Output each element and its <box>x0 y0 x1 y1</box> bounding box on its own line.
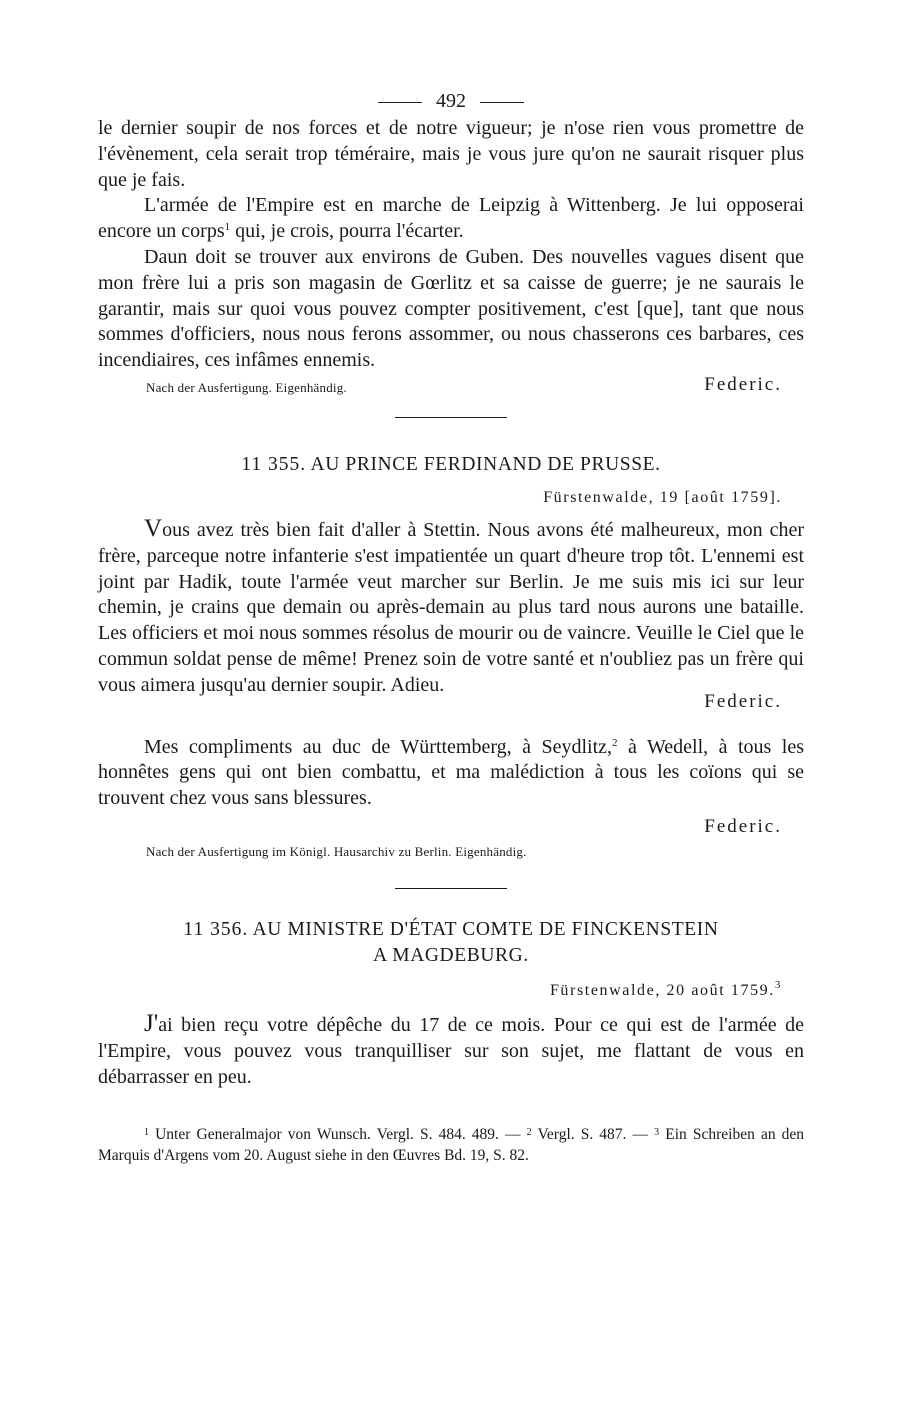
letter-11355-postscript-text-a: Mes compliments au duc de Württemberg, à Seydlitz, <box>144 735 613 758</box>
letter-11356-place-date-text: Fürstenwalde, 20 août 1759. <box>549 981 775 999</box>
letter-11355-heading <box>98 452 804 478</box>
footnote-2-mark: 2 <box>526 1127 532 1139</box>
letter-11355-closing-1 <box>98 690 804 727</box>
letter-11355-number: 11 355. <box>241 453 307 475</box>
footnote-1-mark: 1 <box>144 1127 149 1139</box>
document-page <box>98 86 804 1166</box>
intro-paragraph-2 <box>98 193 804 245</box>
letter-11356-title-line-1: AU MINISTRE D'ÉTAT COMTE DE FINCKENSTEIN <box>252 918 719 940</box>
footnote-3-text: Ein Schreiben an den Marquis d'Argens vom 20. August siehe in den Œuvres Bd. 19, S. 82. <box>98 1126 805 1165</box>
footnote-1-text: Unter Generalmajor von Wunsch. Vergl. S. 484. 489. — <box>155 1126 521 1144</box>
letter-11355-signature-1: Federic. <box>704 690 782 712</box>
intro-paragraph-2-text-a: L'armée de l'Empire est en marche de Leipzig à Wittenberg. Je lui opposerai encore un corps <box>98 194 804 243</box>
footnote-2-text: Vergl. S. 487. — <box>537 1126 649 1144</box>
footnote-ref-2: 2 <box>612 736 618 749</box>
letter-11355-title: AU PRINCE FERDINAND DE PRUSSE. <box>310 453 661 475</box>
letter-11356-title-line-2: A MAGDEBURG. <box>373 944 529 966</box>
page-number-dash-right <box>480 102 524 103</box>
footnote-ref-3: 3 <box>774 978 782 991</box>
page-number: 492 <box>436 90 466 112</box>
letter-11355-closing-2 <box>98 812 804 842</box>
letter-11355-body: Vous avez très bien fait d'aller à Stettin. Nous avons été malheureux, mon cher frère, parceque notre infanterie s'est impatientée un quart d'heure trop tôt. L'ennemi est joint par Hadik, toute l'armée veut marcher sur Berlin. Je me suis mis ici sur leur chemin, je crains que demain ou après-demain au plus tard nous aurons une bataille. Les officiers et moi nous sommes résolus de mourir ou de vaincre. Veuille le Ciel que le commun soldat pense de même! Prenez soin de votre santé et n'oubliez pas un frère qui vous aimera jusqu'au dernier soupir. Adieu. <box>98 514 804 696</box>
letter-11356-number: 11 356. <box>183 918 249 940</box>
intro-source-note: Nach der Ausfertigung. Eigenhändig. <box>146 379 347 395</box>
intro-paragraph-3: Daun doit se trouver aux environs de Guben. Des nouvelles vagues disent que mon frère lui a pris son magasin de Gœrlitz et sa caisse de guerre; je ne saurais le garantir, mais sur quoi vous pouvez compter positivement, c'est [que], tant que nous sommes d'officiers, nous nous ferons assommer, ou nous chasserons ces barbares, ces incendiaires, ces infâmes ennemis. <box>98 245 804 372</box>
intro-paragraph-1: le dernier soupir de nos forces et de notre vigueur; je n'ose rien vous promettre de l'évènement, cela serait trop téméraire, mais je vous jure qu'on ne saurait risquer plus que je fais. <box>98 117 804 191</box>
footnotes-block <box>98 1122 804 1166</box>
letter-11356-heading <box>98 917 804 969</box>
intro-closing <box>98 374 804 400</box>
intro-paragraph-2-text-b: qui, je crois, pourra l'écarter. <box>235 220 464 243</box>
letter-11355-signature-2: Federic. <box>704 815 782 837</box>
intro-signature: Federic. <box>704 373 782 395</box>
page-number-dash-left <box>378 102 422 103</box>
letter-11355-postscript-text-b: à Wedell, à tous les honnêtes gens qui ont bien combattu, et ma malédiction à tous les coïons qui se trouvent chez vous sans blessures. <box>98 735 805 810</box>
footnote-3-mark: 3 <box>654 1127 660 1139</box>
letter-11355-place-date: Fürstenwalde, 19 [août 1759]. <box>543 488 782 506</box>
page-number-line <box>98 86 804 116</box>
letter-11356-body: J'ai bien reçu votre dépêche du 17 de ce mois. Pour ce qui est de l'armée de l'Empire, vous pouvez vous tranquilliser sur son sujet, me flattant de vous en débarrasser en peu. <box>98 1009 804 1088</box>
letter-11356-place-date <box>98 979 804 1003</box>
letter-11355-source-note: Nach der Ausfertigung im Königl. Hausarchiv zu Berlin. Eigenhändig. <box>146 843 527 859</box>
letter-11355-postscript <box>98 735 804 812</box>
footnote-ref-1: 1 <box>224 221 231 234</box>
